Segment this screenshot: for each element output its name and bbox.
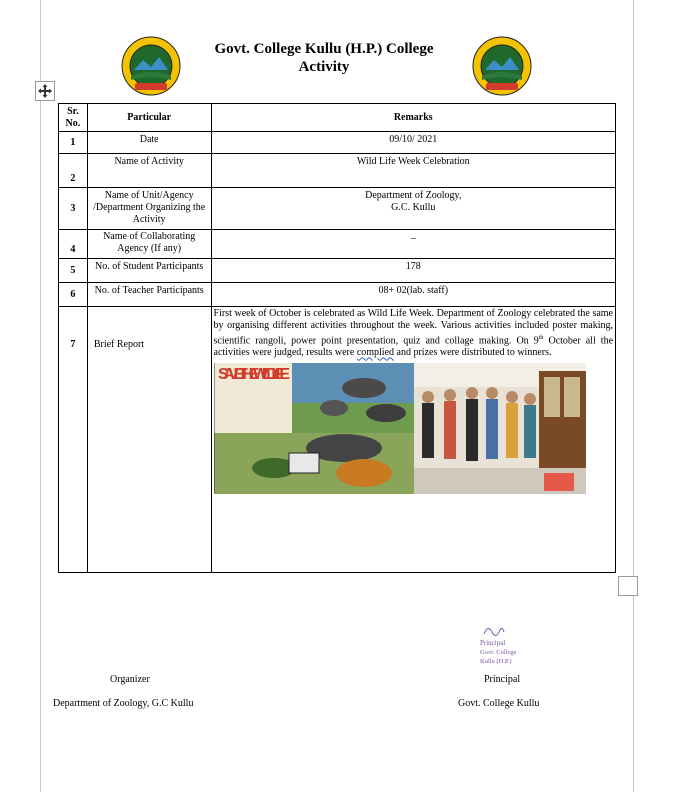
header-particular: Particular	[87, 104, 211, 132]
principal-signature-stamp	[478, 620, 526, 668]
row-3-remarks-line1: Department of Zoology,	[365, 190, 462, 201]
table-move-handle[interactable]	[35, 81, 55, 101]
row-7-particular: Brief Report	[87, 307, 211, 573]
row-3-remarks-line2: G.C. Kullu	[391, 202, 436, 213]
header-remarks: Remarks	[211, 104, 615, 132]
row-2-particular: Name of Activity	[87, 154, 211, 188]
report-photos	[214, 363, 613, 494]
row-2-remarks: Wild Life Week Celebration	[211, 154, 615, 188]
page-right-edge	[633, 0, 634, 792]
college-emblem-right-icon	[472, 36, 532, 96]
row-5-particular: No. of Student Participants	[87, 259, 211, 283]
row-1-particular: Date	[87, 132, 211, 154]
move-arrows-icon	[37, 83, 53, 99]
row-6-remarks: 08+ 02(lab. staff)	[211, 283, 615, 307]
principal-organization: Govt. College Kullu	[458, 698, 540, 709]
header-sr-no: Sr. No.	[59, 104, 88, 132]
wildlife-poster-photo	[214, 363, 414, 494]
row-4-remarks: –	[211, 230, 615, 259]
brief-report-text: First week of October is celebrated as Wild Life Week. Department of Zoology celebrated the same by organising different activities throughout the week. Various activities included poster making, scientific rangoli, power point presentation, quiz and collage making. On 9th October all the activities were judged, results were complied and prizes were distributed to winners.	[213, 308, 614, 359]
poster-slogan: SAVE THE WILD LIFE	[217, 366, 290, 384]
svg-text:Kullu (H.P.): Kullu (H.P.)	[480, 658, 512, 665]
organizer-department: Department of Zoology, G.C Kullu	[53, 698, 194, 709]
row-3-sr: 3	[59, 188, 88, 230]
table-row	[59, 259, 616, 283]
row-4-particular: Name of Collaborating Agency (If any)	[87, 230, 211, 259]
activity-table	[58, 103, 616, 573]
row-7-sr: 7	[59, 307, 88, 573]
table-row	[59, 132, 616, 154]
page-left-edge	[40, 0, 41, 792]
table-row	[59, 230, 616, 259]
table-header-row	[59, 104, 616, 132]
document-title: Govt. College Kullu (H.P.) College Activity	[214, 41, 434, 75]
row-4-sr: 4	[59, 230, 88, 259]
row-3-remarks	[211, 188, 615, 230]
row-5-sr: 5	[59, 259, 88, 283]
spellcheck-word[interactable]: complied	[356, 347, 395, 359]
college-emblem-left-icon	[121, 36, 181, 96]
table-row	[59, 307, 616, 573]
table-row	[59, 283, 616, 307]
group-photo	[414, 363, 586, 494]
row-1-remarks: 09/10/ 2021	[211, 132, 615, 154]
row-5-remarks: 178	[211, 259, 615, 283]
principal-label: Principal	[484, 674, 521, 685]
brief-report-cell	[211, 307, 615, 573]
row-2-sr: 2	[59, 154, 88, 188]
row-3-particular: Name of Unit/Agency /Department Organizing the Activity	[87, 188, 211, 230]
row-6-sr: 6	[59, 283, 88, 307]
svg-text:Principal: Principal	[480, 639, 506, 647]
row-6-particular: No. of Teacher Participants	[87, 283, 211, 307]
organizer-label: Organizer	[110, 674, 150, 685]
svg-text:Govt. College: Govt. College	[480, 649, 517, 656]
table-resize-handle[interactable]	[618, 576, 638, 596]
row-1-sr: 1	[59, 132, 88, 154]
table-row	[59, 188, 616, 230]
table-row	[59, 154, 616, 188]
